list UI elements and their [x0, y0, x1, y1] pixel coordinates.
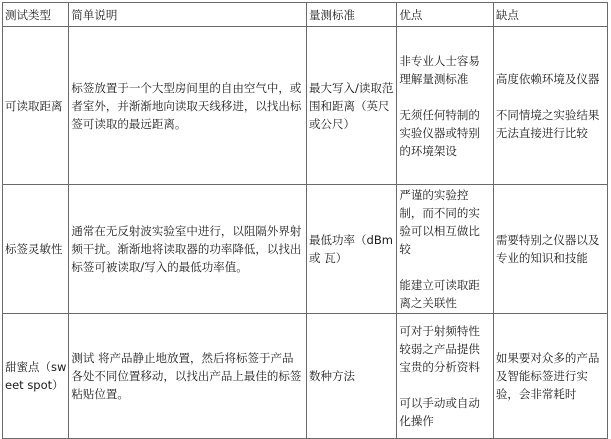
cell-cons: [493, 27, 607, 185]
header-pros: 优点: [397, 3, 494, 27]
cons-item: 不同情境之实验结果无法直接进行比较: [495, 107, 600, 140]
cell-description: 标签放置于一个大型房间里的自由空气中，或者室外，并渐渐地向读取天线移进，以找出标签可读取的最远距离。: [69, 27, 307, 185]
pros-item: 能建立可读取距离之关联性: [399, 278, 480, 310]
cell-pros: [397, 314, 494, 439]
cell-pros: [397, 27, 494, 185]
pros-item: 严谨的实验控制，而不同的实验可以相互做比较: [399, 188, 480, 256]
cons-item: 如果要对众多的产品及智能标签进行实验，会非常耗时: [495, 351, 600, 401]
cell-test-type: 甜蜜点（sweet spot）: [3, 314, 69, 439]
pros-item: 可以手动或自动化操作: [399, 396, 480, 428]
header-row: [3, 3, 608, 27]
cell-test-type: 标签灵敏性: [3, 185, 69, 314]
pros-item: 无须任何特制的实验仪器或特别的环境架设: [399, 107, 480, 158]
pros-item: 可对于射频特性较弱之产品提供宝贵的分析资料: [399, 324, 480, 374]
cell-cons: [493, 314, 607, 439]
cell-standard: 最大写入/读取范围和距离（英尺或公尺）: [307, 27, 397, 185]
cons-item: 需要特别之仪器以及专业的知识和技能: [495, 233, 600, 265]
cell-pros: [397, 185, 494, 314]
header-test-type: 测试类型: [3, 3, 69, 27]
cell-description: 测试 将产品静止地放置，然后将标签于产品各处不同位置移动，以找出产品上最佳的标签粘贴位置。: [69, 314, 307, 439]
cell-description: 通常在无反射波实验室中进行，以阻隔外界射频干扰。渐渐地将读取器的功率降低，以找出标签可被读取/写入的最低功率值。: [69, 185, 307, 314]
comparison-table: [2, 2, 608, 439]
table-row: [3, 27, 608, 185]
pros-item: 非专业人士容易理解量测标准: [399, 53, 480, 86]
header-cons: 缺点: [493, 3, 607, 27]
cell-cons: [493, 185, 607, 314]
cell-standard: 数种方法: [307, 314, 397, 439]
cons-item: 高度依赖环境及仪器: [495, 71, 600, 86]
header-standard: 量测标准: [307, 3, 397, 27]
header-description: 简单说明: [69, 3, 307, 27]
table-row: [3, 185, 608, 314]
cell-standard: 最低功率（dBm 或 瓦）: [307, 185, 397, 314]
table-row: [3, 314, 608, 439]
cell-test-type: 可读取距离: [3, 27, 69, 185]
